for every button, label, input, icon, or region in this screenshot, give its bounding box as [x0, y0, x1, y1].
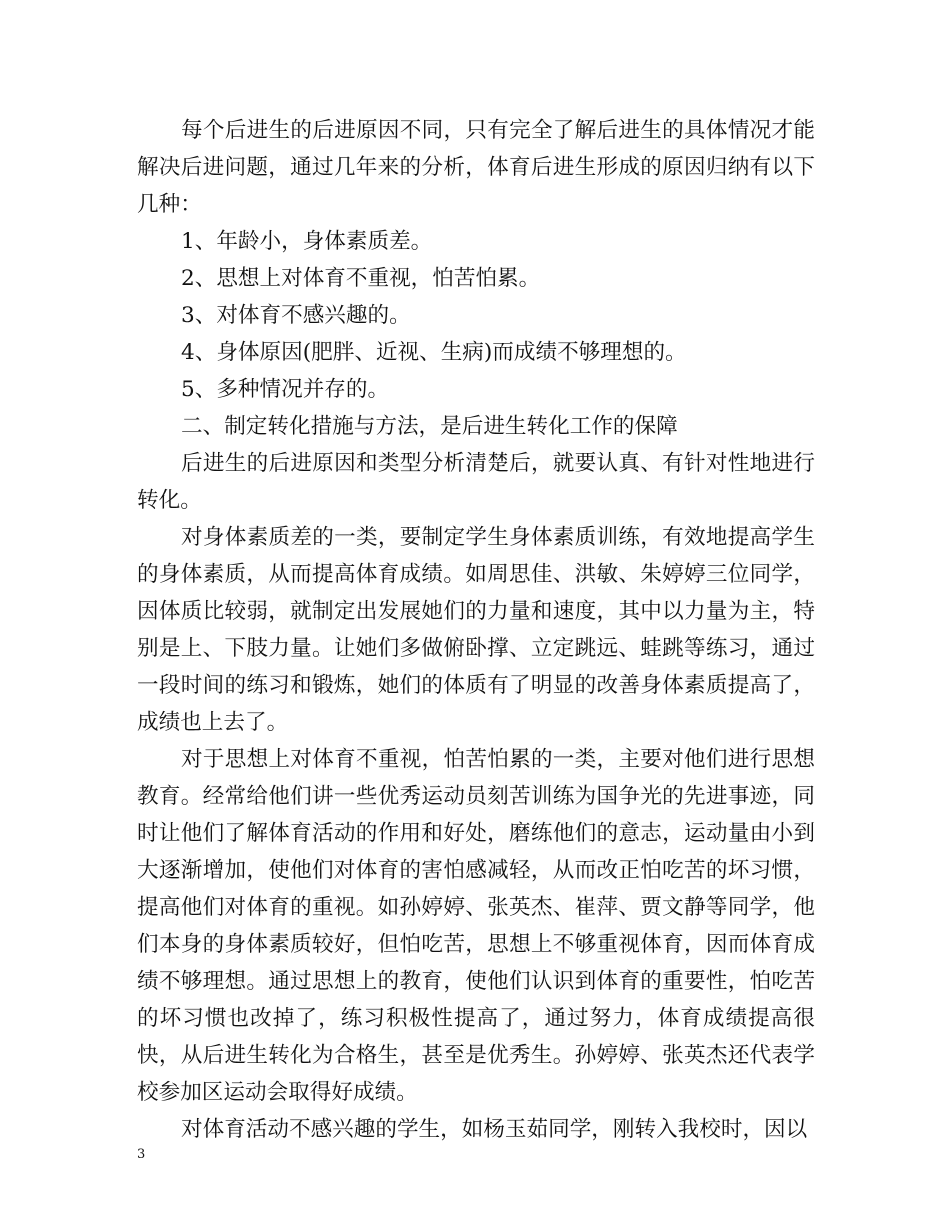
list-item-cause-3: 3、对体育不感兴趣的。 [181, 303, 411, 328]
paragraph-attitude: 对于思想上对体育不重视，怕苦怕累的一类，主要对他们进行思想教育。经常给他们讲一些优秀运动员刻苦训练为国争光的先进事迹，同时让他们了解体育活动的作用和好处，磨练他们的意志，运动量由小到大逐渐增加，使他们对体育的害怕感减轻，从而改正怕吃苦的坏习惯，提高他们对体育的重视。如孙婷婷、张英杰、崔萍、贾文静等同学，他们本身的身体素质较好，但怕吃苦，思想上不够重视体育，因而体育成绩不够理想。通过思想上的教育，使他们认识到体育的重要性，怕吃苦的坏习惯也改掉了，练习积极性提高了，通过努力，体育成绩提高很快，从后进生转化为合格生，甚至是优秀生。孙婷婷、张英杰还代表学校参加区运动会取得好成绩。 [137, 747, 815, 1105]
paragraph-physical-quality: 对身体素质差的一类，要制定学生身体素质训练，有效地提高学生的身体素质，从而提高体育成绩。如周思佳、洪敏、朱婷婷三位同学，因体质比较弱，就制定出发展她们的力量和速度，其中以力量为主，特别是上、下肢力量。让她们多做俯卧撑、立定跳远、蛙跳等练习，通过一段时间的练习和锻炼，她们的体质有了明显的改善身体素质提高了，成绩也上去了。 [137, 525, 815, 735]
document-body [137, 112, 815, 1148]
section-heading-two: 二、制定转化措施与方法，是后进生转化工作的保障 [181, 414, 678, 439]
paragraph-interest: 对体育活动不感兴趣的学生，如杨玉茹同学，刚转入我校时，因以 [181, 1117, 808, 1142]
paragraph-transform-intro: 后进生的后进原因和类型分析清楚后，就要认真、有针对性地进行转化。 [137, 451, 815, 513]
page-number: 3 [137, 1147, 146, 1162]
list-item-cause-1: 1、年龄小，身体素质差。 [181, 229, 433, 254]
paragraph-causes-intro: 每个后进生的后进原因不同，只有完全了解后进生的具体情况才能解决后进问题，通过几年来的分析，体育后进生形成的原因归纳有以下几种： [137, 118, 815, 217]
list-item-cause-5: 5、多种情况并存的。 [181, 377, 390, 402]
list-item-cause-4: 4、身体原因(肥胖、近视、生病)而成绩不够理想的。 [181, 340, 687, 365]
list-item-cause-2: 2、思想上对体育不重视，怕苦怕累。 [181, 266, 541, 291]
